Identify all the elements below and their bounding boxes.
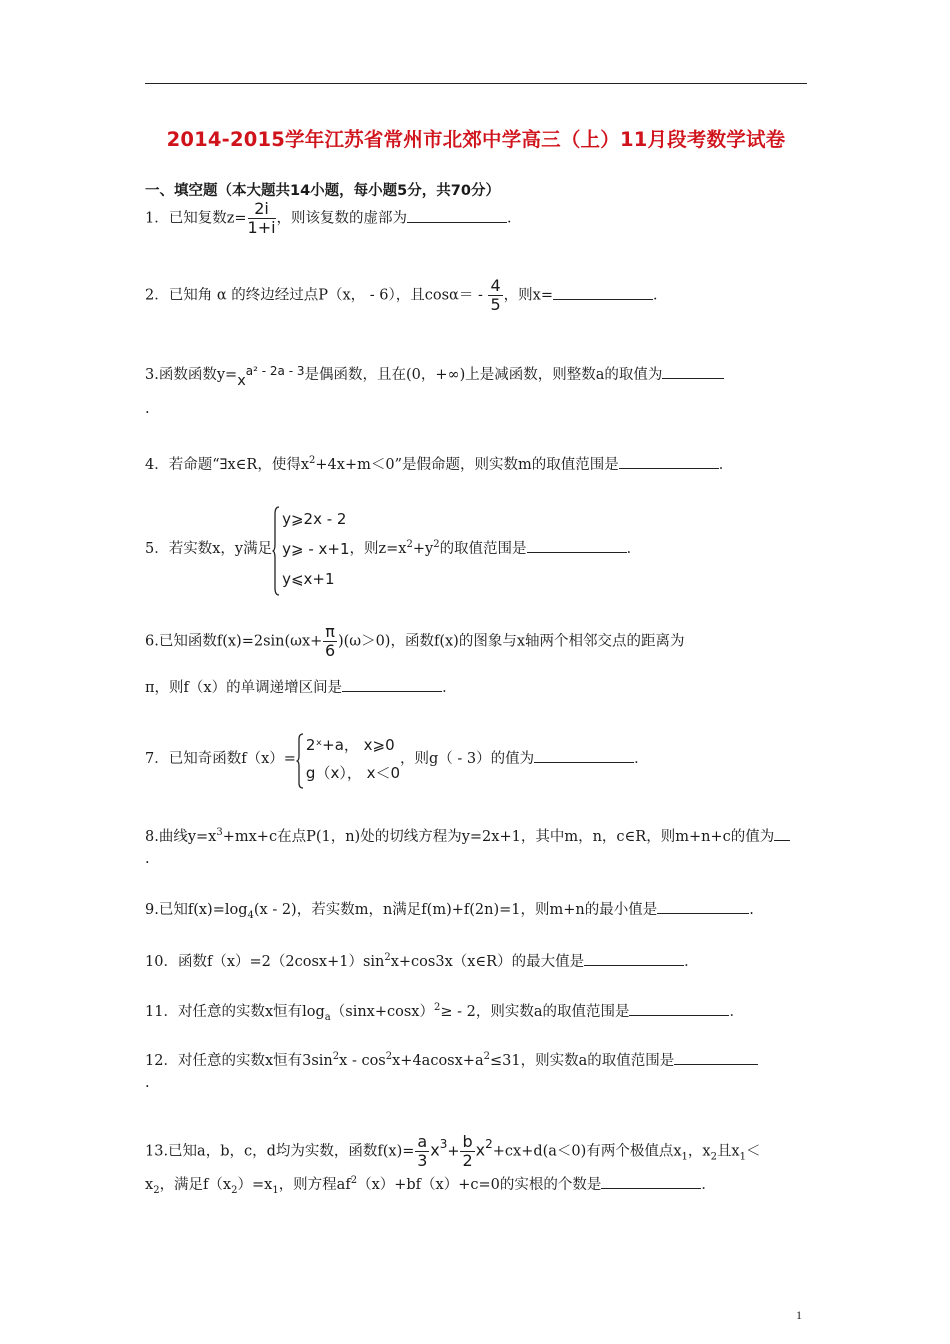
- question-8: 8.曲线$y=x^3+mx+c$在点P(1，n)处的切线方程为y=2x+1，其中m，n，c∈R，则m+n+c的值为: [145, 823, 807, 847]
- fraction: $\frac{a}{3}$: [417, 1132, 428, 1170]
- answer-blank: [534, 748, 634, 763]
- answer-blank: [553, 285, 653, 300]
- answer-blank: [662, 364, 724, 379]
- page-number: 1: [796, 1308, 802, 1322]
- answer-blank: [342, 677, 442, 692]
- fraction: $\frac{b}{2}$: [462, 1132, 473, 1170]
- answer-blank: [407, 208, 507, 223]
- question-10: 10．函数$f(x)=2(2\cos x+1)\sin^2x+\cos 3x(x\in R)$的最大值是 ．: [145, 952, 699, 970]
- piecewise-definition: 2ˣ+a， x⩾0 g（x）， x＜0: [296, 731, 400, 787]
- question-13: 13.已知a，b，c，d均为实数，函数f(x)= $\frac{a}{3}$ $x^3+$ $\frac{b}{2}$ $x^2+cx+d(a<0)$有两个极值点$x_1$，$x_2$且$x_1<$: [145, 1132, 761, 1170]
- question-6: 6.已知函数f(x)=2sin(ωx+ $\frac{\pi}{6}$ )(ω＞0)，函数f(x)的图象与x轴两个相邻交点的距离为: [145, 622, 685, 660]
- answer-blank: [527, 538, 627, 553]
- question-5: 5．若实数x，y满足 y⩾2x - 2 y⩾ - x+1 y⩽x+1 ，则$z=x^2+y^2$的取值范围是 ．: [145, 504, 807, 594]
- question-4: 4．若命题“∃x∈R，使得$x^2+4x+m<0$”是假命题，则实数m的取值范围是 ．: [145, 455, 734, 473]
- question-8-end: .: [145, 851, 150, 867]
- section-heading: 一、填空题（本大题共14小题，每小题5分，共70分）: [145, 183, 500, 199]
- question-9: 9.已知$f(x)=\log_4(x - 2)$，若实数m，n满足f(m)+f(2n)=1，则m+n的最小值是 .: [145, 899, 807, 926]
- question-7: 7．已知奇函数f（x）= 2ˣ+a， x⩾0 g（x）， x＜0 ，则g（ - 3）的值为 ．: [145, 731, 807, 787]
- question-13-line-2: $x_2$，满足$f(x_2)=x_1$，则方程$af^2(x)+bf(x)+c=0$的实根的个数是 ．: [145, 1175, 716, 1196]
- inequality-system: y⩾2x - 2 y⩾ - x+1 y⩽x+1: [272, 504, 349, 594]
- top-rule: [145, 83, 807, 84]
- page-title: 2014-2015学年江苏省常州市北郊中学高三（上）11月段考数学试卷: [166, 128, 786, 151]
- question-12-end: .: [145, 1075, 150, 1091]
- answer-blank: [584, 951, 684, 966]
- fraction: $\frac{4}{5}$: [490, 276, 501, 314]
- brace-icon: [272, 506, 280, 596]
- question-12: 12．对任意的实数x恒有$3\sin^2x - \cos^2x+4acosx+a^2\le 31$，则实数a的取值范围是: [145, 1047, 807, 1071]
- answer-blank: [629, 1001, 729, 1016]
- question-3-end: .: [145, 401, 150, 417]
- answer-blank: [674, 1050, 758, 1065]
- question-2: 2．已知角 α 的终边经过点P（x， - 6），且cosα＝ - $\frac{4}{5}$ ，则x= ．: [145, 276, 668, 314]
- answer-blank: [601, 1174, 701, 1189]
- question-1: 1．已知复数z= $\frac{2i}{1+i}$ ，则该复数的虚部为 ．: [145, 199, 522, 237]
- question-11: 11．对任意的实数x恒有$\log_a(\sin x+\cos x)^2\ge - 2$，则实数a的取值范围是 ．: [145, 1002, 744, 1023]
- answer-blank: [657, 899, 749, 914]
- question-3: 3.函数函数$y=x^{a^2 - 2a - 3}$是偶函数，且在(0，+∞)上是减函数，则整数a的取值为: [145, 364, 807, 385]
- answer-blank: [774, 826, 790, 841]
- brace-icon: [296, 733, 304, 789]
- fraction: $\frac{2i}{1+i}$: [247, 199, 276, 237]
- question-6-line-2: π，则f（x）的单调递增区间是 ．: [145, 676, 457, 697]
- fraction: $\frac{\pi}{6}$: [325, 622, 336, 660]
- answer-blank: [619, 454, 719, 469]
